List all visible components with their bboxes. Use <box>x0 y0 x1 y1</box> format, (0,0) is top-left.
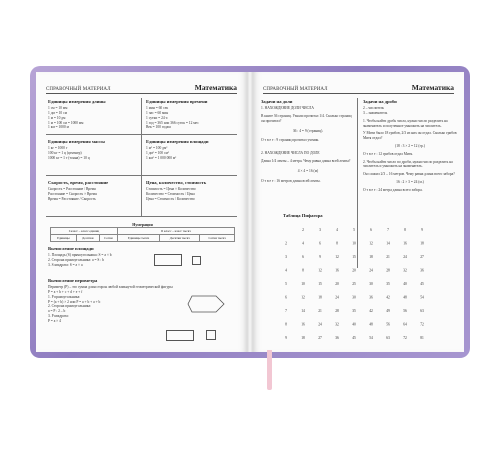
grid-cell: 30 <box>369 282 373 286</box>
grid-cell: 45 <box>420 282 424 286</box>
grid-cell: 9 <box>421 228 423 232</box>
text-line: 1. Чтобы найти дробь числа, нужно число разделить на знаменатель и полученное умножить на числитель. <box>363 118 448 128</box>
table-cell: Сотни <box>99 235 117 242</box>
grid-cell: 36 <box>335 336 339 340</box>
grid-cell: 25 <box>352 282 356 286</box>
text-line: 100 кг = 1 ц (центнер) <box>48 151 82 155</box>
time-units-title: Единицы измерения времени <box>146 99 208 104</box>
grid-cell: 21 <box>318 309 322 313</box>
text-line: О т в е т : 24 метра длина всего забора. <box>363 187 423 192</box>
grid-cell: 54 <box>369 336 373 340</box>
grid-cell: 8 <box>404 228 406 232</box>
grid-cell: 63 <box>386 336 390 340</box>
text-line: У Мити было 18 грибов, 2/3 из них он отдал. Сколько грибов Митя отдал? <box>363 131 457 141</box>
share-problems-block <box>261 99 355 183</box>
grid-cell: 6 <box>370 228 372 232</box>
mass-units-block <box>48 139 105 161</box>
numbering-caption: Нумерация <box>132 222 153 227</box>
formula-line: Цена = Стоимость / Количество <box>146 196 195 201</box>
left-header-label: СПРАВОЧНЫЙ МАТЕРИАЛ <box>46 87 111 92</box>
grid-cell: 40 <box>403 282 407 286</box>
formula-line: Время = Расстояние / Скорость <box>48 196 96 201</box>
grid-cell: 81 <box>420 336 424 340</box>
formula-line: Количество = Стоимость / Цена <box>146 192 195 196</box>
formula-line: 1. P прямоугольника: <box>48 294 81 299</box>
grid-cell: 4 <box>285 268 287 273</box>
length-units-title: Единицы измерения длины <box>48 99 106 104</box>
grid-cell: 42 <box>386 295 390 300</box>
square-figure <box>206 330 216 340</box>
table-header-cell: I класс – класс единиц <box>51 228 118 235</box>
text-line: 1 м² = 100 дм² <box>146 146 168 151</box>
grid-cell: 18 <box>420 241 424 246</box>
right-header-title: Математика <box>411 83 454 92</box>
left-header-title: Математика <box>194 83 237 92</box>
formula-line: 3. P квадрата: <box>48 313 69 318</box>
text-line: 1 м = 10 дм <box>48 115 66 120</box>
grid-cell: 12 <box>301 295 305 300</box>
text-line: Он сложил 2/3 – 16 метров. Чему равна длина всего забора? <box>363 172 455 177</box>
grid-cell: 64 <box>403 322 407 327</box>
grid-cell: 4 <box>336 228 338 232</box>
grid-cell: 7 <box>285 309 287 313</box>
formula-line: a = P : 2 – b <box>48 309 66 314</box>
grid-cell: 10 <box>352 241 356 246</box>
grid-cell: 45 <box>352 336 356 340</box>
formula-line: 1. Площадь (S) прямоугольника: S = a × b <box>48 253 112 258</box>
table-cell: Десятки тысяч <box>160 235 200 242</box>
grid-cell: 9 <box>319 255 321 259</box>
formula-line: 2. Сторона прямоугольника: a = S : b <box>48 258 104 262</box>
text-line: 1 кг = 1000 г <box>48 146 68 151</box>
grid-cell: 10 <box>301 282 305 286</box>
grid-cell: 8 <box>302 268 304 273</box>
grid-cell: 48 <box>369 322 373 327</box>
text-line: 1 м = 100 см = 1000 мм <box>48 120 84 125</box>
formula-line: P = a + b + c + d + e + f <box>48 290 83 294</box>
grid-cell: 6 <box>302 255 304 259</box>
formula-line: Расстояние = Скорость × Время <box>48 192 97 196</box>
grid-cell: 48 <box>403 295 407 300</box>
formula-line: Скорость = Расстояние / Время <box>48 187 96 192</box>
fraction-problems-block <box>363 99 457 193</box>
grid-cell: 24 <box>369 268 373 273</box>
table-cell: Сотни тысяч <box>200 235 235 242</box>
grid-cell: 20 <box>335 282 339 286</box>
grid-cell: 24 <box>318 322 322 327</box>
grid-cell: 7 <box>387 228 389 232</box>
grid-cell: 42 <box>369 309 373 313</box>
text-line: 1 см = 10 мм <box>48 106 68 111</box>
numbering-table <box>50 227 235 242</box>
grid-cell: 63 <box>420 309 424 313</box>
grid-cell: 14 <box>386 241 390 246</box>
formula-line: Периметр (P) – это сумма длин сторон любой замкнутой геометрической фигуры <box>48 285 173 290</box>
price-block <box>146 180 238 202</box>
right-page-header <box>263 82 454 94</box>
formula-line: P = a × 4 <box>48 318 61 323</box>
length-units-block <box>48 99 106 130</box>
grid-cell: 14 <box>301 309 305 313</box>
hexagon-figure <box>186 294 226 314</box>
grid-cell: 27 <box>420 255 424 259</box>
grid-cell: 21 <box>386 255 390 259</box>
text-line: 1 дм² = 100 см² <box>146 151 169 155</box>
grid-cell: 28 <box>386 268 390 273</box>
text-line: 1 дм = 10 см <box>48 111 67 115</box>
grid-cell: 3 <box>285 255 287 259</box>
grid-cell: 35 <box>352 309 356 313</box>
grid-cell: 32 <box>403 268 407 273</box>
formula-line: 2. Сторона прямоугольника: <box>48 304 92 309</box>
time-units-block <box>146 99 207 130</box>
grid-cell: 36 <box>420 268 424 273</box>
formula-line: 16 : 2 × 3 = 24 (м.) <box>396 179 424 184</box>
row-divider <box>46 134 237 135</box>
text-line: 1 км = 1000 м <box>48 125 69 130</box>
formula-line: Стоимость = Цена × Количество <box>146 187 196 192</box>
square-figure <box>192 256 201 265</box>
text-line: 1000 кг = 1 т (тонна) = 10 ц <box>48 155 90 160</box>
grid-cell: 12 <box>369 241 373 246</box>
grid-cell: 24 <box>403 255 407 259</box>
table-cell: Десятки <box>76 235 99 242</box>
grid-cell: 5 <box>353 228 355 232</box>
text-line: Длина 1/4 ленты – 4 метра. Чему равна длина всей ленты? <box>261 158 351 163</box>
text-line: О т в е т : 16 метров длина всей ленты. <box>261 178 321 183</box>
table-cell: Единицы тысяч <box>117 235 159 242</box>
grid-cell: 5 <box>285 282 287 286</box>
grid-cell: 72 <box>403 336 407 340</box>
grid-cell: 18 <box>318 295 322 300</box>
grid-cell: 15 <box>352 255 356 259</box>
text-line: 3 – знаменатель <box>363 111 388 115</box>
text-line: О т в е т : 12 грибов отдал Митя. <box>363 151 413 156</box>
formula-line: 3. S квадрата: S = a × a <box>48 262 83 267</box>
share-problems-title: Задачи на доли <box>261 99 293 104</box>
text-line: Век = 100 годам <box>146 125 171 130</box>
fraction-problems-title: Задачи на дроби <box>363 99 397 104</box>
mass-units-title: Единицы измерения массы <box>48 139 105 144</box>
grid-cell: 16 <box>335 268 339 273</box>
text-line: В книге 36 страниц. Узнали прочитал 1/4. Сколько страниц он прочитал? <box>261 114 352 123</box>
rectangle-figure <box>154 254 182 266</box>
perimeter-block <box>48 278 173 324</box>
row-divider <box>46 175 237 176</box>
grid-cell: 2 <box>285 241 287 246</box>
grid-cell: 12 <box>318 268 322 273</box>
grid-cell: 30 <box>352 295 356 300</box>
table-cell: Единицы <box>51 235 77 242</box>
area-calc-title: Вычисление площади <box>48 246 94 251</box>
text-line: 1 час = 60 мин <box>146 111 169 115</box>
speed-block <box>48 180 138 202</box>
text-line: 2. НАХОЖДЕНИЕ ЧИСЛА ПО ДОЛЕ <box>261 151 320 156</box>
rectangle-figure <box>166 330 194 341</box>
bookmark-ribbon <box>267 350 272 390</box>
formula-line: 4 × 4 = 16 (м) <box>297 168 319 173</box>
grid-cell: 20 <box>352 268 356 273</box>
grid-cell: 72 <box>420 322 424 327</box>
grid-cell: 24 <box>335 295 339 300</box>
text-line: 1 мин = 60 сек <box>146 106 169 111</box>
grid-cell: 4 <box>302 241 304 246</box>
grid-cell: 36 <box>369 295 373 300</box>
text-line: 1 год = 365 или 366 суток = 12 мес <box>146 120 199 125</box>
text-line: 2. Чтобы найти число по дроби, нужно число разделить на числитель и умножить на знаменатель. <box>363 159 453 169</box>
grid-cell: 12 <box>335 255 339 259</box>
grid-cell: 32 <box>335 322 339 327</box>
grid-cell: 18 <box>301 336 305 340</box>
table-header-cell: II класс – класс тысяч <box>117 228 234 235</box>
formula-line: P = (a + b) × 2 или P = a + b + a + b <box>48 299 101 304</box>
text-line: 1. НАХОЖДЕНИЕ ДОЛИ ЧИСЛА <box>261 106 314 111</box>
left-page <box>36 72 247 352</box>
grid-cell: 28 <box>335 309 339 313</box>
area-units-title: Единицы измерения площади <box>146 139 209 144</box>
text-line: 1 км² = 1 000 000 м² <box>146 155 177 160</box>
grid-cell: 27 <box>318 336 322 340</box>
row-divider <box>46 216 237 217</box>
grid-cell: 35 <box>386 282 390 286</box>
grid-cell: 15 <box>318 282 322 286</box>
grid-cell: 8 <box>336 241 338 246</box>
formula-line: (18 : 3 × 2 = 12 (гр.) <box>395 143 425 148</box>
pythagoras-title: Таблица Пифагора <box>283 213 323 218</box>
grid-cell: 56 <box>386 322 390 327</box>
grid-cell: 6 <box>285 295 287 300</box>
text-line: 1 сутки = 24 ч <box>146 115 168 120</box>
grid-cell: 3 <box>319 228 321 232</box>
perimeter-title: Вычисление периметра <box>48 278 98 283</box>
text-line: О т в е т : 9 страниц прочитал ученик. <box>261 138 320 143</box>
grid-cell: 2 <box>302 228 304 232</box>
grid-cell: 16 <box>301 322 305 327</box>
grid-cell: 16 <box>403 241 407 246</box>
speed-title: Скорость, время, расстояние <box>48 180 109 185</box>
column-divider <box>141 98 142 216</box>
grid-cell: 6 <box>319 241 321 246</box>
grid-cell: 8 <box>285 322 287 327</box>
grid-cell: 56 <box>403 309 407 313</box>
grid-cell: 49 <box>386 309 390 313</box>
formula-line: 36 : 4 = 9 (страниц). <box>292 128 324 133</box>
grid-cell: 9 <box>285 336 287 340</box>
area-units-block <box>146 139 209 161</box>
pythagoras-table <box>278 222 448 347</box>
right-header-label: СПРАВОЧНЫЙ МАТЕРИАЛ <box>263 87 328 92</box>
area-calc-block <box>48 246 112 268</box>
grid-cell: 40 <box>352 322 356 327</box>
left-page-header <box>46 82 237 94</box>
grid-cell: 18 <box>369 255 373 259</box>
price-title: Цена, количество, стоимость <box>146 180 207 185</box>
grid-cell: 54 <box>420 295 424 300</box>
text-line: 2 – числитель <box>363 106 385 111</box>
